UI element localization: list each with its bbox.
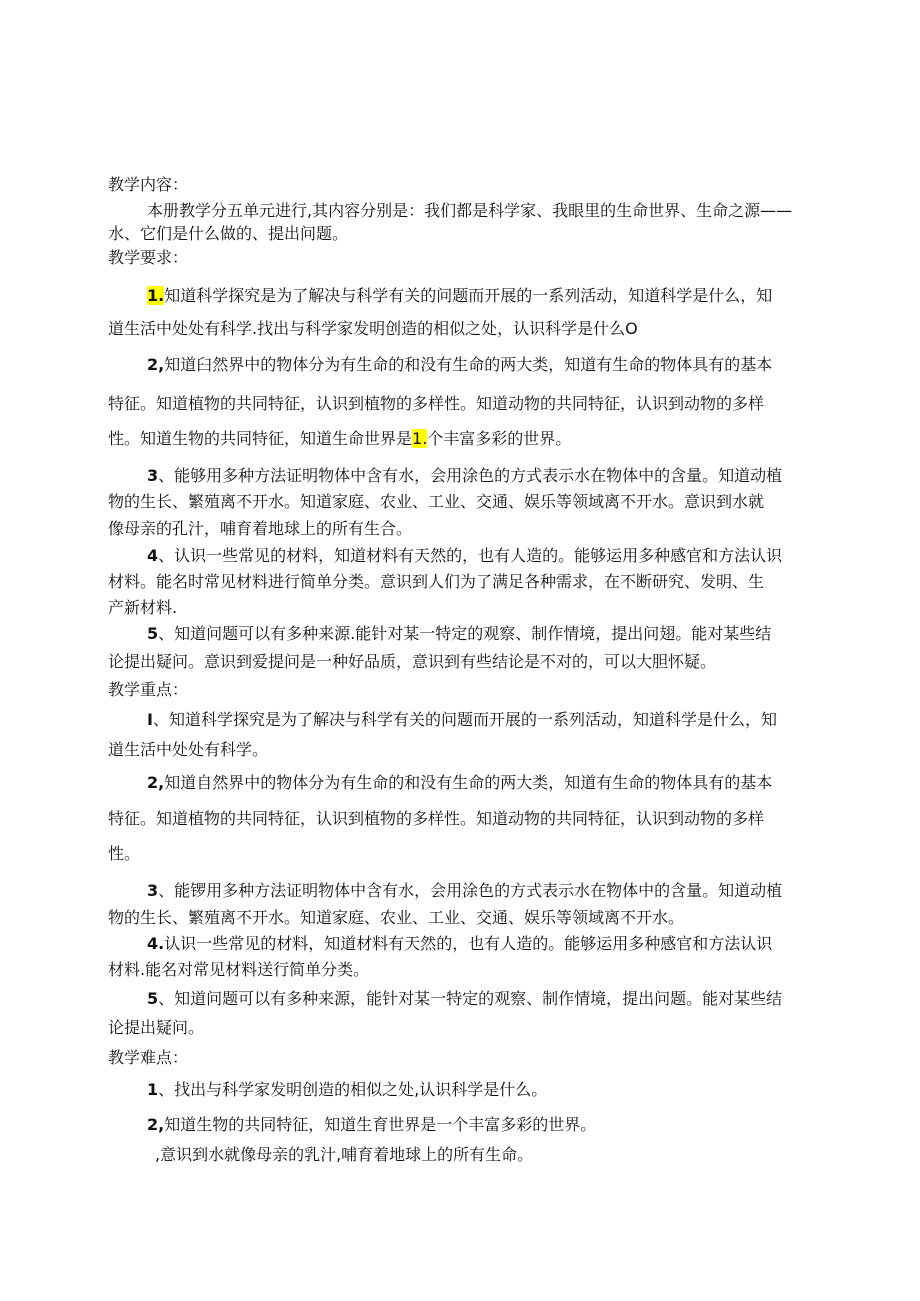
requirement-4-line1: 4、认识一些常见的材料，知道材料有天然的，也有人造的。能够运用多种感官和方法认识 xyxy=(147,546,783,565)
requirement-1-number: 1. xyxy=(147,286,165,305)
keypoint-2-number: 2, xyxy=(147,773,165,792)
requirement-1-line2: 道生活中处处有科学.找出与科学家发明创造的相似之处，认识科学是什么O xyxy=(108,319,638,338)
requirement-4-line2: 材料。能名时常见材料进行简单分类。意识到人们为了满足各种需求，在不断研究、发明、生 xyxy=(108,572,765,591)
requirement-3-line1: 3、能够用多种方法证明物体中含有水，会用涂色的方式表示水在物体中的含量。知道动植 xyxy=(147,466,783,485)
keypoint-3-line2: 物的生长、繁殖离不开水。知道家庭、农业、工业、交通、娱乐等领域离不开水。 xyxy=(108,908,685,927)
keypoint-4-number: 4. xyxy=(147,934,165,953)
difficulty-2-number: 2, xyxy=(147,1115,165,1134)
requirement-2-line3: 性。知道生物的共同特征，知道生命世界是1.个丰富多彩的世界。 xyxy=(108,429,572,448)
requirement-5-number: 5 xyxy=(147,624,159,643)
requirement-2-line1: 2,知道臼然界中的物体分为有生命的和没有生命的两大类，知道有生命的物体具有的基本 xyxy=(147,355,773,374)
keypoint-3-number: 3 xyxy=(147,881,159,900)
requirement-5-line2: 论提出疑问。意识到爱提问是一种好品质，意识到有些结论是不对的，可以大胆怀疑。 xyxy=(108,652,717,671)
requirement-5-line1: 5、知道问题可以有多种来源.能针对某一特定的观察、制作情境，提出问翅。能对某些结 xyxy=(147,624,772,643)
requirement-4-line3: 产新材料. xyxy=(108,598,178,617)
keypoint-2-line3: 性。 xyxy=(108,844,141,863)
section-heading-requirements: 教学要求： xyxy=(108,248,189,267)
requirement-3-line3: 像母亲的孔汁，哺育着地球上的所有生合。 xyxy=(108,519,413,538)
keypoint-5-number: 5 xyxy=(147,989,159,1008)
keypoint-2-line1: 2,知道自然界中的物体分为有生命的和没有生命的两大类，知道有生命的物体具有的基本 xyxy=(147,773,773,792)
content-paragraph-line2: 水、它们是什么做的、提出问题。 xyxy=(108,224,349,243)
content-paragraph-line1: 本册教学分五单元进行,其内容分别是：我们都是科学家、我眼里的生命世界、生命之源—— xyxy=(147,201,793,220)
requirement-3-number: 3 xyxy=(147,466,159,485)
section-heading-keypoints: 教学重点： xyxy=(108,680,189,699)
keypoint-2-line2: 特征。知道植物的共同特征，认识到植物的多样性。知道动物的共同特征，认识到动物的多样 xyxy=(108,809,765,828)
highlight-mark: 1. xyxy=(412,429,428,448)
keypoint-1-number: I xyxy=(147,710,153,729)
requirement-4-number: 4 xyxy=(147,546,159,565)
difficulty-2: 2,知道生物的共同特征，知道生育世界是一个丰富多彩的世界。 xyxy=(147,1115,597,1134)
keypoint-5-line1: 5、知道问题可以有多种来源，能针对某一特定的观察、制作情境，提出问题。能对某些结 xyxy=(147,989,783,1008)
requirement-1-line1: 1.知道科学探究是为了解决与科学有关的问题而开展的一系列活动，知道科学是什么，知 xyxy=(147,286,773,305)
keypoint-4-line1: 4.认识一些常见的材料，知道材料有天然的，也有人造的。能够运用多种感官和方法认识 xyxy=(147,934,773,953)
difficulty-1: 1、找出与科学家发明创造的相似之处,认识科学是什么。 xyxy=(147,1080,548,1099)
keypoint-1-line2: 道生活中处处有科学。 xyxy=(108,740,269,759)
section-heading-difficulties: 教学难点： xyxy=(108,1048,189,1067)
section-heading-content: 教学内容： xyxy=(108,175,189,194)
keypoint-4-line2: 材料.能名对常见材料送行简单分类。 xyxy=(108,960,370,979)
requirement-2-number: 2, xyxy=(147,355,165,374)
difficulty-1-number: 1 xyxy=(147,1080,159,1099)
keypoint-3-line1: 3、能锣用多种方法证明物体中含有水，会用涂色的方式表示水在物体中的含量。知道动植 xyxy=(147,881,783,900)
difficulty-3: ,意识到水就像母亲的乳汁,哺育着地球上的所有生命。 xyxy=(155,1145,534,1164)
keypoint-5-line2: 论提出疑问。 xyxy=(108,1018,205,1037)
requirement-2-line2: 特征。知道植物的共同特征，认识到植物的多样性。知道动物的共同特征，认识到动物的多样 xyxy=(108,394,765,413)
keypoint-1-line1: I、知道科学探究是为了解决与科学有关的问题而开展的一系列活动，知道科学是什么，知 xyxy=(147,710,777,729)
requirement-3-line2: 物的生长、繁殖离不开水。知道家庭、农业、工业、交通、娱乐等领域离不开水。意识到水就 xyxy=(108,492,765,511)
